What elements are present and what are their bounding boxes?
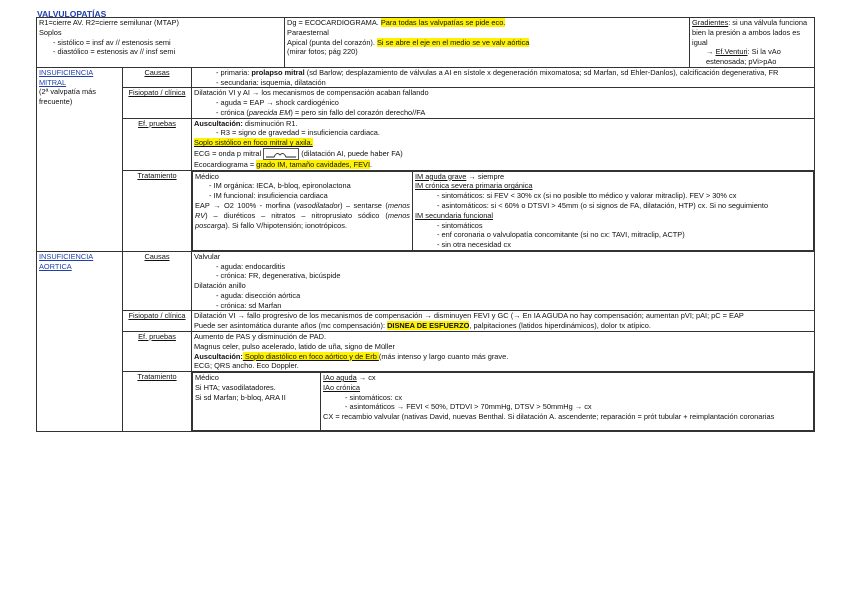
ia-causas-row (37, 251, 815, 311)
text: (dilatación AI, puede haber FA) (299, 148, 403, 158)
text-italic: vasodilatador (296, 201, 341, 211)
text: - sintomáticos (437, 220, 483, 230)
text-italic: parecida EM (248, 107, 291, 117)
ia-section-title: INSUFICIENCIA AORTICA (39, 251, 94, 271)
dg-text: Dg = ECOCARDIOGRAMA. (287, 18, 381, 27)
text-italic: menos poscarga (195, 210, 410, 230)
text-bold: Auscultación: (194, 351, 243, 361)
text: → siempre (466, 171, 505, 181)
text-bold: prolapso mitral (251, 67, 305, 77)
venturi-label: Ef.Venturi (715, 47, 748, 57)
dg-highlight: Si se abre el eje en el medio se ve valv aórtica (377, 37, 530, 47)
im-tratamiento-row (37, 170, 815, 251)
text: - crónica ( (216, 107, 249, 117)
ia-section-cell (37, 251, 123, 431)
text: - primaria: (216, 67, 252, 77)
ia-tratamiento-split (192, 372, 814, 431)
text: . (370, 159, 373, 169)
gradients-text: : si una válvula funciona bien la presión a ambos lados es igual (692, 18, 808, 47)
text: - sintomáticos: si FEV < 30% cx (si no posible tto médico y valorar mitraclip). FEV > 30% cx (437, 191, 737, 201)
im-tto-medico (193, 171, 413, 250)
header-text: Soplos (39, 27, 62, 37)
im-causas-content (192, 67, 815, 88)
text: EAP → O2 100% - morfina ( (195, 201, 297, 211)
text-italic: menos RV (195, 201, 410, 220)
im-pruebas-label: Ef. pruebas (123, 118, 192, 170)
text-highlight: Soplo sistólico en foco mitral y axila. (194, 138, 313, 148)
ia-pruebas-row (37, 331, 815, 371)
text: Aumento de PAS y disminución de PAD. (194, 331, 327, 341)
ia-causas-label: Causas (123, 251, 192, 311)
text: ). Si fallo V/hipotensión; ionotrópicos. (225, 220, 348, 230)
ia-pruebas-label: Ef. pruebas (123, 331, 192, 371)
ia-tratamiento-content (192, 372, 815, 432)
text: - sintomáticos: cx (345, 392, 403, 402)
ia-fisio-row (37, 311, 815, 332)
im-tto-indications (413, 171, 814, 250)
valvulopathy-table (36, 17, 815, 432)
header-text: R1=cierre AV. R2=cierre semilunar (MTAP) (39, 18, 179, 27)
document-title: VALVULOPATÍAS (37, 9, 107, 19)
text: - aguda = EAP → shock cardiogénico (216, 98, 339, 108)
text: ) = pero sin fallo del corazón derecho//FA (290, 107, 426, 117)
text: (sd Barlow; desplazamiento de válvulas a AI en sístole x degeneración mixomatosa; sd Marfan, sd Ehler-Danlos), calcificación degenerativa, FR (304, 67, 779, 77)
text: (más intenso y largo cuanto más grave. (378, 351, 509, 361)
header-cell-soplos (37, 18, 285, 68)
text: - R3 = signo de gravedad = insuficiencia cardiaca. (216, 128, 380, 138)
dg-text: Apical (punta del corazón). (287, 37, 377, 47)
text: ) – sentarse ( (340, 201, 388, 211)
text: Magnus celer, pulso acelerado, latido de uña, signo de Müller (194, 341, 395, 351)
text: CX = recambio valvular (nativas David, nuevas Benthal. Si dilatación A. ascendente; reparación = prót tubular + reimplantación coronarias (323, 412, 775, 422)
ia-fisio-content (192, 311, 815, 332)
im-pruebas-content (192, 118, 815, 170)
text: - crónica: FR, degenerativa, bicúspide (216, 271, 341, 281)
im-tratamiento-content (192, 170, 815, 251)
text: Si sd Marfan; b-bloq, ARA II (195, 392, 286, 402)
im-causas-label: Causas (123, 67, 192, 88)
im-tratamiento-label: Tratamiento (123, 170, 192, 251)
text: - asintomáticos → FEVI < 50%, DTDVI > 70mmHg, DTSV > 50mmHg → cx (345, 402, 592, 412)
im-tratamiento-split (192, 171, 814, 251)
text: , palpitaciones (latidos hiperdinámicos), dolor tx atípico. (469, 321, 651, 331)
im-fisio-row (37, 88, 815, 118)
text: Puede ser asintomática durante años (mc compensación): (194, 321, 388, 331)
ecg-p-mitral-wave-icon (263, 148, 299, 160)
im-fisio-label: Fisiopato / clínica (123, 88, 192, 118)
gradients-label: Gradientes (692, 18, 729, 27)
im-fisio-content (192, 88, 815, 118)
dg-highlight: Para todas las valvpatías se pide eco. (380, 18, 506, 27)
text: ECG = onda p mitral (194, 148, 264, 158)
text: Dilatación anillo (194, 281, 246, 291)
text: - asintomáticos: si < 60% o DTSVI > 45mm (o si signos de FA, dilatación, HTP) cx. Si no seguimiento (437, 201, 769, 211)
header-cell-gradients (690, 18, 815, 68)
text: Valvular (194, 251, 221, 261)
dg-text: (mirar fotos; pág 220) (287, 47, 358, 57)
text-highlight: grado IM, tamaño cavidades, FEVI (256, 159, 371, 169)
text: Ecocardiograma = (194, 159, 257, 169)
venturi-text: : Si la vAo estenosada; pVi>pAo (706, 47, 781, 67)
im-pruebas-row (37, 118, 815, 170)
arrow-icon: → (706, 47, 714, 57)
text: - enf coronaria o valvulopatía concomitante (si no cx: TAVI, mitraclip, ACTP) (437, 230, 685, 240)
text: disminución R1. (242, 118, 298, 128)
ia-pruebas-content (192, 331, 815, 371)
header-text: - sistólico = insf av // estenosis semi (53, 37, 171, 47)
text: Dilatación VI y AI → los mecanismos de compensación acaban fallando (194, 88, 429, 98)
text: - sin otra necesidad cx (437, 240, 511, 250)
subheading: IAo crónica (323, 382, 360, 392)
text: - IM funcional: insuficiencia cardiaca (209, 191, 328, 201)
header-cell-diagnosis (285, 18, 690, 68)
header-row (37, 18, 815, 68)
text-highlight: Soplo diastólico en foco aórtico y de Erb (242, 351, 379, 361)
text: Dilatación VI → fallo progresivo de los mecanismos de compensación → disminuyen FEVI y GC (→ En IA AGUDA no hay compensación; aumentan pVI; pAI; pC = EAP (194, 311, 744, 321)
ia-tratamiento-label: Tratamiento (123, 372, 192, 432)
text: - IM orgánica: IECA, b-bloq, epironolactona (209, 181, 351, 191)
text: ) – diuréticos – nitratos – nitroprusiato sódico ( (205, 210, 388, 220)
im-causas-row (37, 67, 815, 88)
im-section-title: INSUFICIENCIA MITRAL (39, 67, 94, 87)
ia-tto-indications (321, 373, 814, 431)
subheading: IAo aguda (323, 373, 357, 383)
text: - aguda: disección aórtica (216, 290, 301, 300)
text-bold: Auscultación: (194, 118, 243, 128)
ia-causas-content (192, 251, 815, 311)
ia-tto-medico (193, 373, 321, 431)
im-section-cell (37, 67, 123, 251)
text-highlight: DISNEA DE ESFUERZO (387, 321, 470, 331)
im-section-note: (2ª valvpatía más frecuente) (39, 87, 96, 107)
text: - secundaria: isquemia, dilatación (216, 77, 326, 87)
subheading: IM aguda grave (415, 171, 467, 181)
header-text: - diastólico = estenosis av // insf semi (53, 47, 176, 57)
subheading: IM crónica severa primaria orgánica (415, 181, 533, 191)
subheading: IM secundaria funcional (415, 210, 494, 220)
ia-fisio-label: Fisiopato / clínica (123, 311, 192, 332)
text: ECG; QRS ancho. Eco Doppler. (194, 361, 299, 371)
text: - aguda: endocarditis (216, 261, 286, 271)
dg-text: Paraesternal (287, 27, 329, 37)
text: → cx (356, 373, 376, 383)
ia-tratamiento-row (37, 372, 815, 432)
text: - crónica: sd Marfan (216, 300, 282, 310)
text: Médico (195, 373, 219, 383)
text: Si HTA; vasodilatadores. (195, 382, 276, 392)
text: Médico (195, 171, 219, 181)
